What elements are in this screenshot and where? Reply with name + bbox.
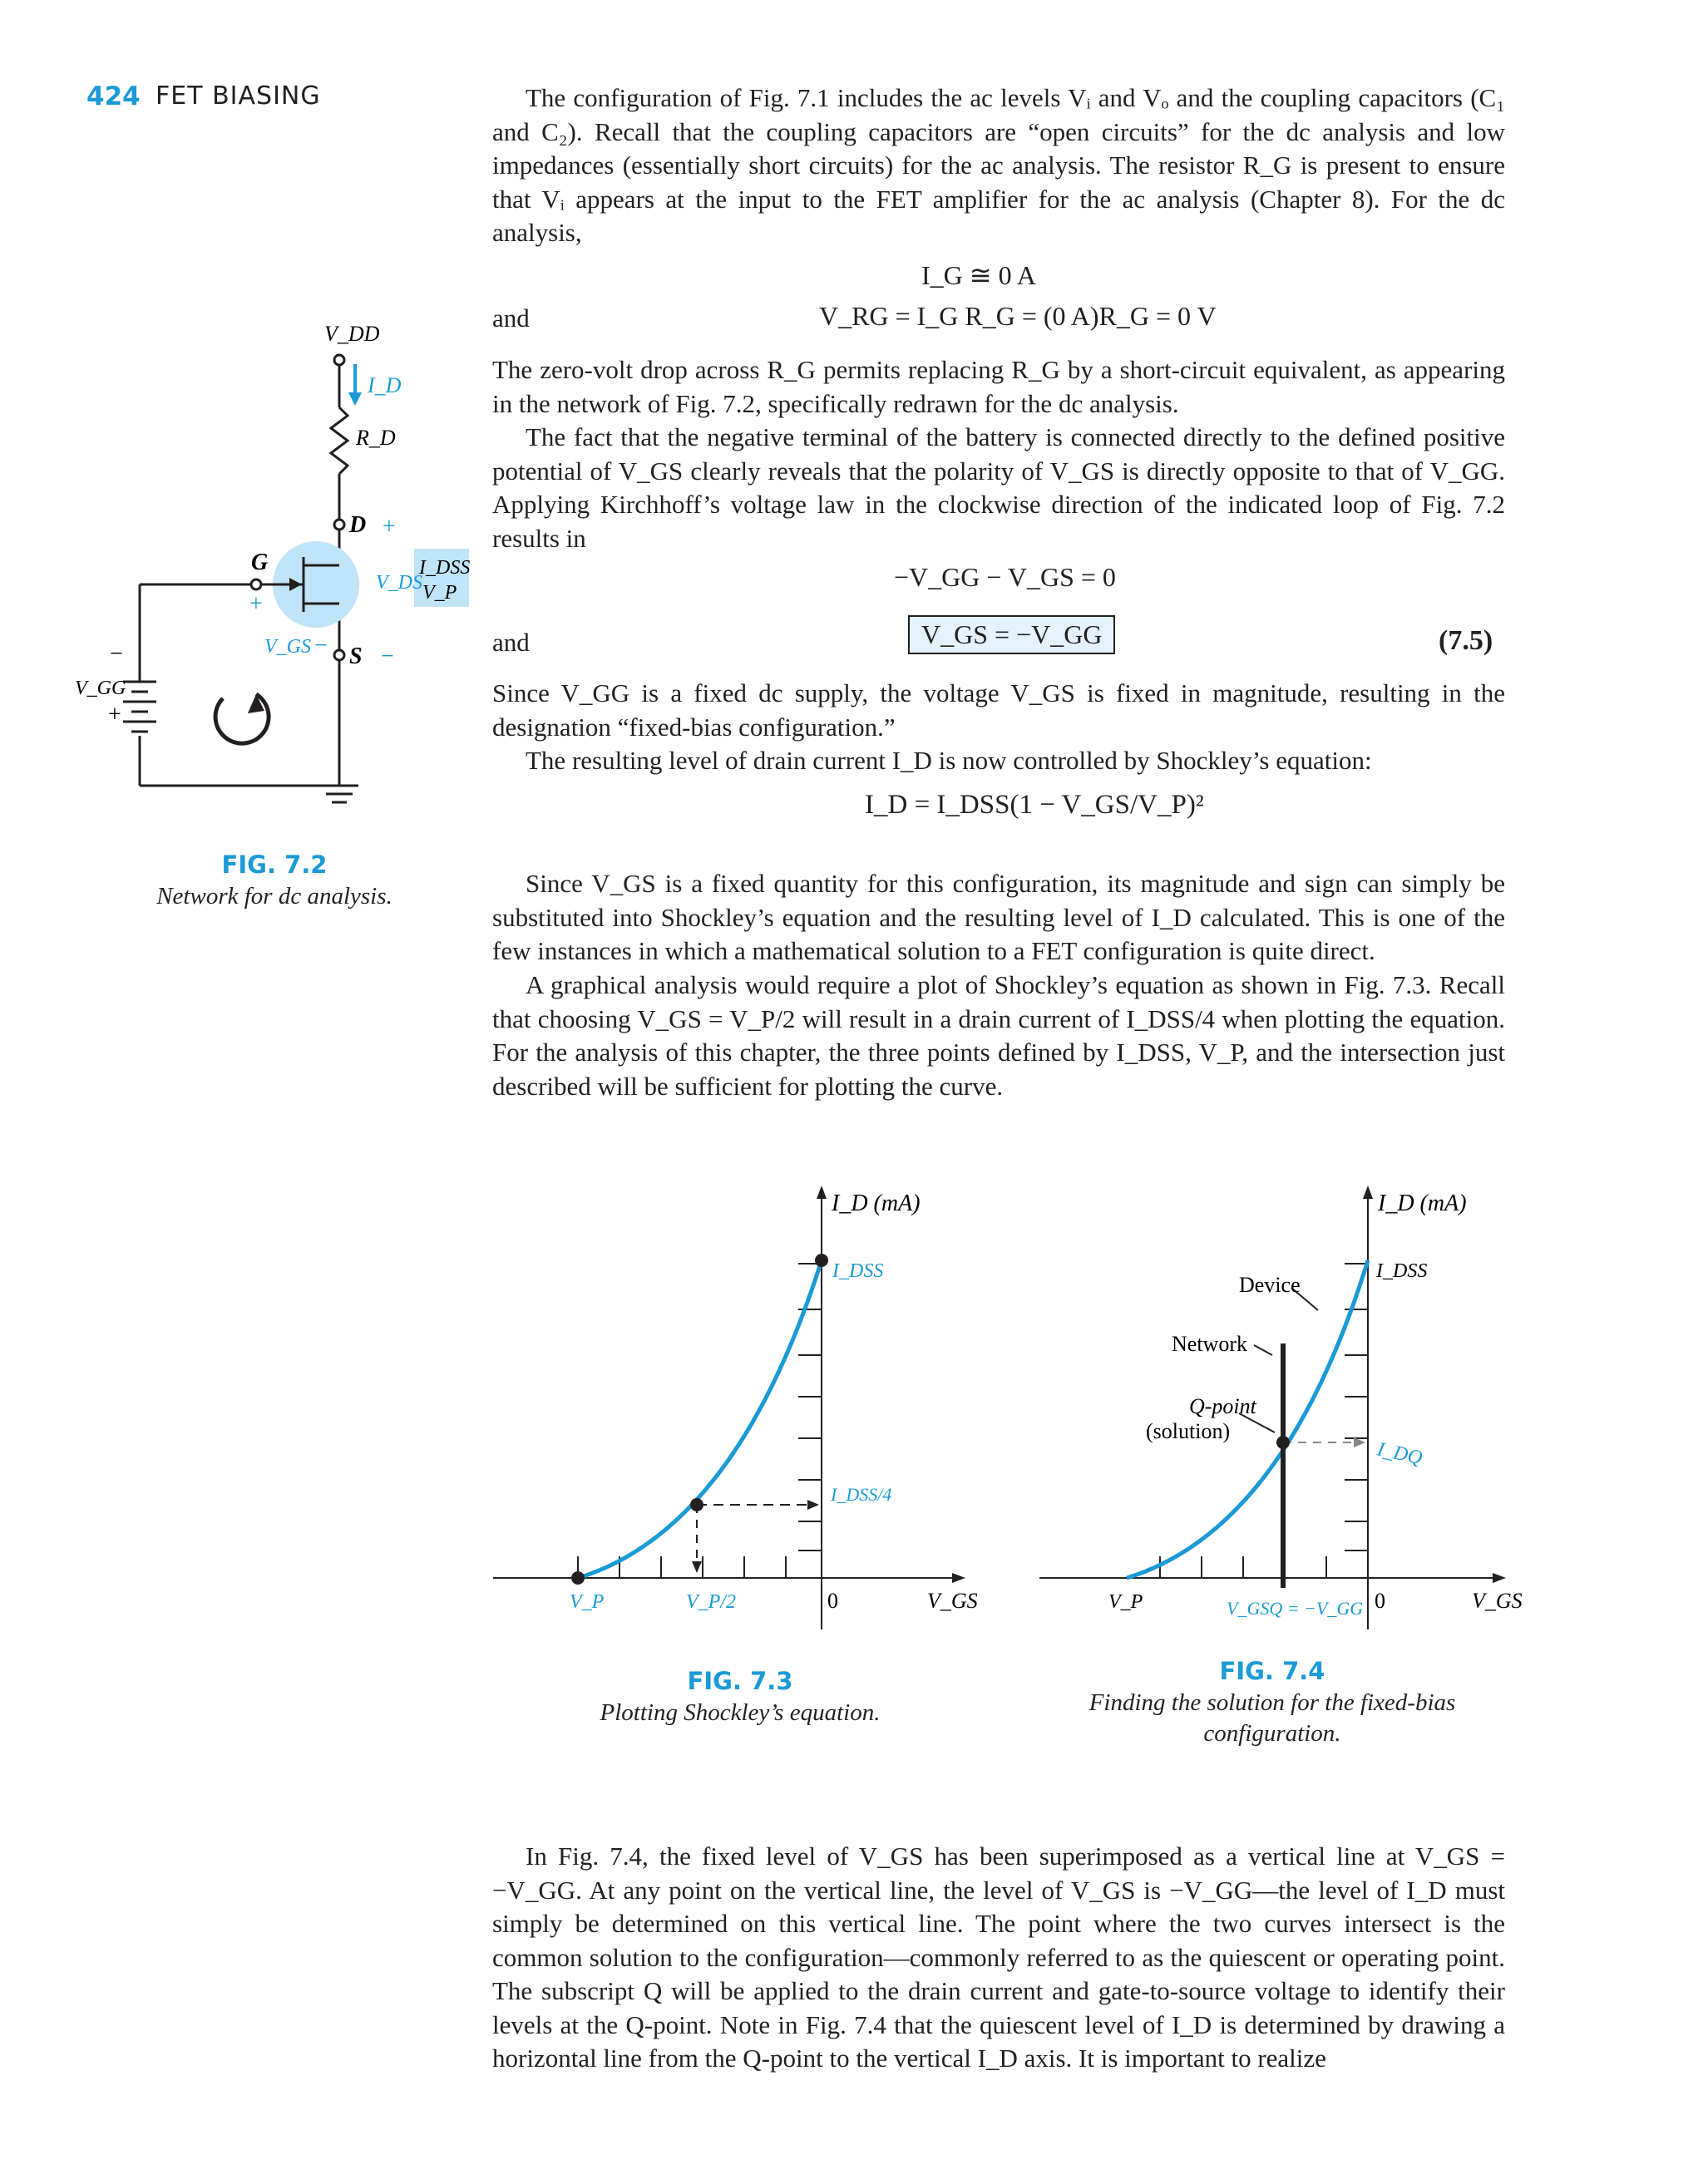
loop-arrow-icon <box>215 694 269 743</box>
vds-label: V_DS <box>376 572 422 594</box>
point-midpoint <box>690 1498 703 1511</box>
device-label: Device <box>1239 1273 1301 1297</box>
fig74-idq-label: I_DQ <box>1375 1438 1424 1470</box>
gate-label: G <box>251 550 269 575</box>
fig73-origin-label: 0 <box>827 1589 838 1613</box>
fig74-y-axis-label: I_D (mA) <box>1378 1191 1467 1216</box>
fig73-number: FIG. 7.3 <box>687 1667 793 1695</box>
paragraph-3: The fact that the negative terminal of the battery is connected directly to the defined positive potential of V_GS clearly reveals that the polarity of V_GS is directly opposite to that of V_GG. Applying Kirchhoff’s voltage law in the clockwise direction of the indicated loop of Fig. 7.2 results in <box>492 422 1505 553</box>
gate-plus: + <box>249 591 263 617</box>
solution-label: (solution) <box>1146 1419 1231 1443</box>
and-label-2: and <box>492 628 530 657</box>
battery-icon <box>123 682 156 732</box>
paragraph-2: The zero-volt drop across R_G permits replacing R_G by a short-circuit equivalent, as appearing in the network of Fig. 7.2, specifically redrawn for the dc analysis. <box>492 355 1505 418</box>
paragraph-7: A graphical analysis would require a plot of Shockley’s equation as shown in Fig. 7.3. Recall that choosing V_GS = V_P/2 will result in a drain current of I_DSS/4 when plotting the equation. For the analysis of this chapter, the three points defined by I_DSS, V_P, and the intersection just described will be sufficient for plotting the curve. <box>492 970 1505 1101</box>
fig73-vp-half-label: V_P/2 <box>686 1591 736 1613</box>
vgs-minus: − <box>314 633 328 658</box>
rd-label: R_D <box>356 426 396 450</box>
fig74-number: FIG. 7.4 <box>1219 1657 1325 1685</box>
vdd-label: V_DD <box>324 322 380 346</box>
fig73-vp-label: V_P <box>570 1591 605 1613</box>
drain-plus: + <box>383 514 396 540</box>
page-number: 424 <box>86 81 141 111</box>
vp-label: V_P <box>422 582 457 604</box>
fig74-vgsq-label: V_GSQ = −V_GG <box>1227 1598 1364 1619</box>
and-label-1: and <box>492 303 530 333</box>
battery-minus: − <box>110 641 123 667</box>
point-idss <box>815 1254 828 1267</box>
id-label: I_D <box>368 373 402 397</box>
fig73-idss-label: I_DSS <box>832 1260 884 1282</box>
fig73-chart <box>486 1181 985 1646</box>
battery-plus: + <box>108 702 121 727</box>
fig72-number: FIG. 7.2 <box>221 850 328 879</box>
equation-vgs-boxed: V_GS = −V_GG <box>908 615 1115 654</box>
fig74-vp-label: V_P <box>1108 1591 1143 1613</box>
fig73-y-axis-label: I_D (mA) <box>832 1191 921 1216</box>
q-point-label: Q-point <box>1189 1394 1256 1418</box>
equation-kvl: −V_GG − V_GS = 0 <box>894 562 1116 592</box>
fig73-caption: Plotting Shockley’s equation. <box>600 1699 881 1726</box>
paragraph-5: The resulting level of drain current I_D is now controlled by Shockley’s equation: <box>526 746 1372 775</box>
vgs-label: V_GS <box>264 636 311 658</box>
fig73-x-axis-label: V_GS <box>927 1589 978 1613</box>
fig72-caption: Network for dc analysis. <box>156 883 392 910</box>
drain-label: D <box>349 512 367 538</box>
shockley-curve <box>578 1260 822 1578</box>
q-point <box>1276 1436 1290 1449</box>
fig74-origin-label: 0 <box>1375 1589 1385 1613</box>
fig73-idss-frac-label: I_DSS/4 <box>831 1484 892 1505</box>
fig74-idss-label: I_DSS <box>1376 1260 1428 1282</box>
source-minus: − <box>381 643 394 669</box>
paragraph-1: The configuration of Fig. 7.1 includes the ac levels Vᵢ and Vₒ and the coupling capacitors (C₁ and C₂). Recall that the coupling capacitors are “open circuits” for the dc analysis and low impedances (essentially short circuits) for the ac analysis. The resistor R_G is present to ensure that Vᵢ appears at the input to the FET amplifier for the ac analysis (Chapter 8). For the dc analysis, <box>492 83 1505 247</box>
fig74-x-axis-label: V_GS <box>1472 1589 1523 1613</box>
paragraph-4: Since V_GG is a fixed dc supply, the voltage V_GS is fixed in magnitude, resulting in the designation “fixed-bias configuration.” <box>492 678 1505 742</box>
network-label: Network <box>1172 1332 1247 1356</box>
paragraph-6: Since V_GS is a fixed quantity for this configuration, its magnitude and sign can simply be substituted into Shockley’s equation and the resulting level of I_D calculated. This is one of the few instances in which a mathematical solution to a FET configuration is quite direct. <box>492 869 1505 965</box>
point-vp <box>571 1571 585 1585</box>
fig74-chart <box>1035 1181 1534 1629</box>
equation-vrg: V_RG = I_G R_G = (0 A)R_G = 0 V <box>819 301 1217 331</box>
idss-label: I_DSS <box>419 557 471 579</box>
current-arrow-icon <box>348 392 362 406</box>
fig72-circuit <box>67 316 499 848</box>
equation-shockley: I_D = I_DSS(1 − V_GS/V_P)² <box>865 790 1204 820</box>
paragraph-8: In Fig. 7.4, the fixed level of V_GS has been superimposed as a vertical line at V_GS = −V_GG. At any point on the vertical line, the level of V_GS is −V_GG—the level of I_D must simply be determined on this vertical line. The point where the two curves intersect is the common solution to the configuration—commonly referred to as the quiescent or operating point. The subscript Q will be applied to the drain current and gate-to-source voltage to identify their levels at the Q-point. Note in Fig. 7.4 that the quiescent level of I_D is determined by drawing a horizontal line from the Q-point to the vertical I_D axis. It is important to realize <box>492 1841 1505 2073</box>
fig74-caption: Finding the solution for the fixed-bias configuration. <box>1088 1689 1456 1747</box>
vgg-label: V_GG <box>75 678 126 699</box>
equation-ig: I_G ≅ 0 A <box>921 260 1036 290</box>
running-head: FET BIASING <box>155 81 321 111</box>
equation-number: (7.5) <box>1439 625 1493 656</box>
source-label: S <box>349 643 363 669</box>
